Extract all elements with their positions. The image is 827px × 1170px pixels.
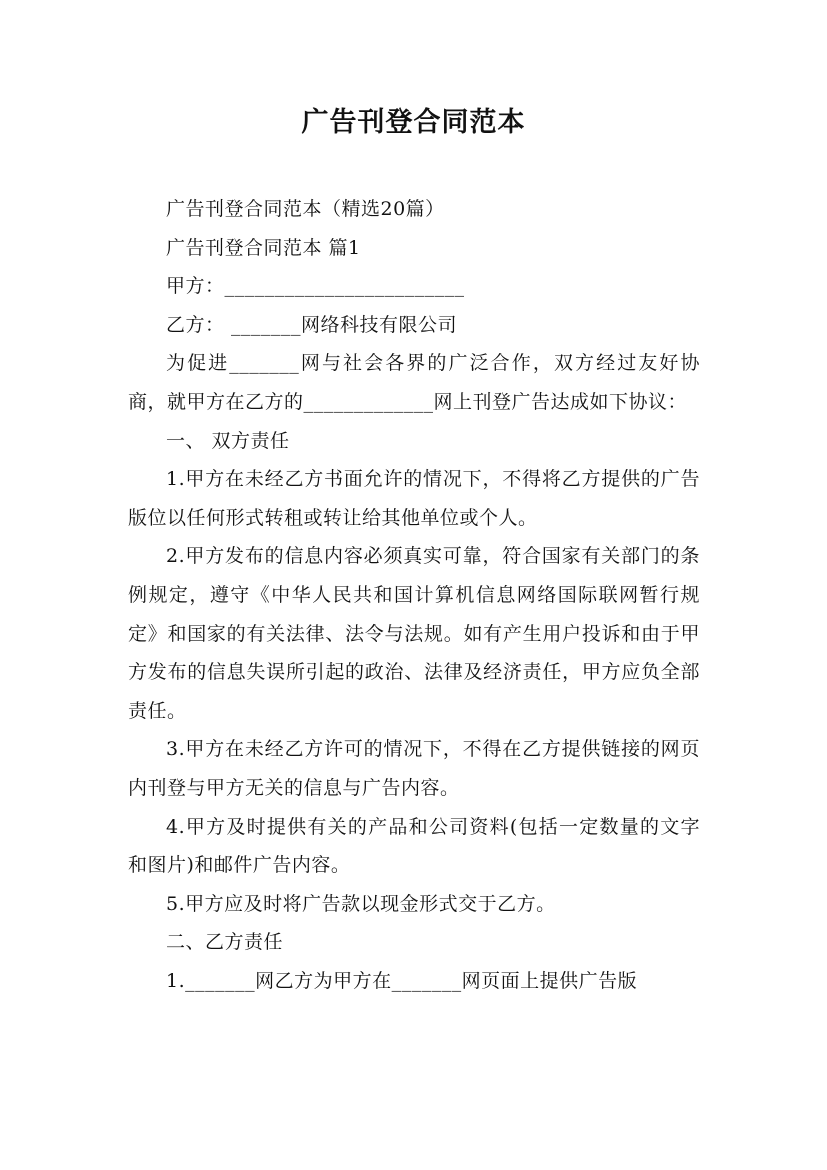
paragraph: 4.甲方及时提供有关的产品和公司资料(包括一定数量的文字和图片)和邮件广告内容。 — [128, 815, 700, 877]
document-body — [128, 190, 700, 1000]
paragraph: 乙方： _______网络科技有限公司 — [166, 313, 458, 336]
document-title: 广告刊登合同范本 — [301, 107, 526, 138]
paragraph: 2.甲方发布的信息内容必须真实可靠，符合国家有关部门的条例规定，遵守《中华人民共和国计算机信息网络国际联网暂行规定》和国家的有关法律、法令与法规。如有产生用户投诉和由于甲方发布的信息失误所引起的政治、法律及经济责任，甲方应负全部责任。 — [128, 545, 700, 722]
paragraph: 广告刊登合同范本（精选20篇） — [166, 198, 445, 220]
paragraph: 3.甲方在未经乙方许可的情况下，不得在乙方提供链接的网页内刊登与甲方无关的信息与广告内容。 — [128, 738, 700, 799]
section-heading: 二、乙方责任 — [166, 931, 284, 954]
section-heading: 一、 双方责任 — [166, 429, 290, 452]
paragraph: 1.甲方在未经乙方书面允许的情况下，不得将乙方提供的广告版位以任何形式转租或转让给其他单位或个人。 — [128, 468, 700, 529]
paragraph: 甲方：________________________ — [166, 275, 465, 298]
paragraph: 为促进_______网与社会各界的广泛合作，双方经过友好协商，就甲方在乙方的_____________网上刊登广告达成如下协议： — [128, 352, 700, 413]
paragraph: 1._______网乙方为甲方在_______网页面上提供广告版 — [166, 969, 638, 992]
paragraph: 5.甲方应及时将广告款以现金形式交于乙方。 — [166, 892, 556, 915]
paragraph: 广告刊登合同范本 篇1 — [166, 236, 361, 259]
